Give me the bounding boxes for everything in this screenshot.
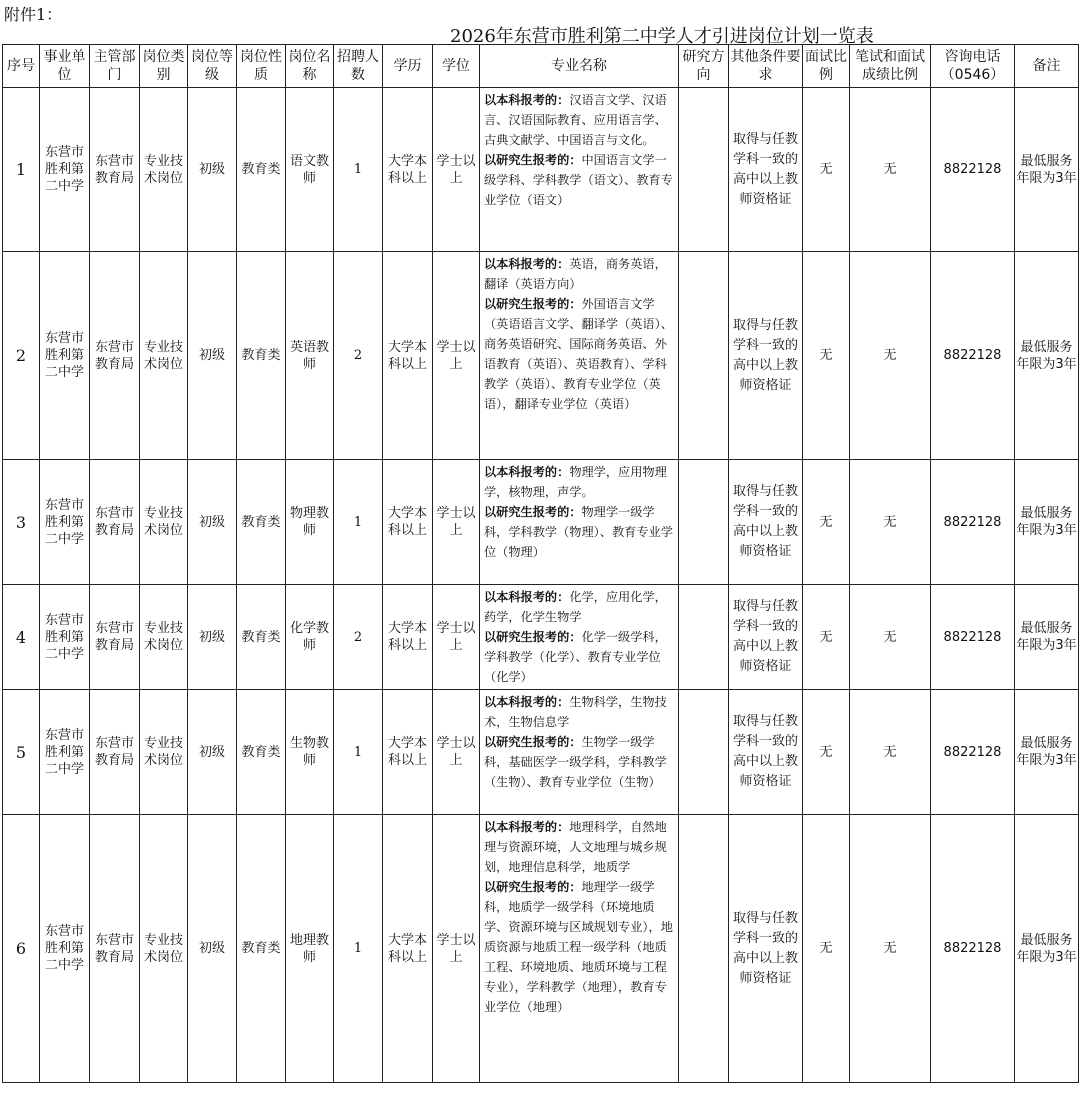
cell-nature: 教育类 bbox=[237, 252, 286, 460]
cell-score-ratio: 无 bbox=[850, 252, 931, 460]
cell-phone: 8822128 bbox=[931, 88, 1015, 252]
header-level: 岗位等级 bbox=[188, 45, 237, 88]
postgrad-label: 以研究生报考的： bbox=[484, 880, 582, 894]
cell-education: 大学本科以上 bbox=[383, 460, 433, 585]
cell-score-ratio: 无 bbox=[850, 88, 931, 252]
cell-education: 大学本科以上 bbox=[383, 88, 433, 252]
header-phone: 咨询电话（0546） bbox=[931, 45, 1015, 88]
cell-dept: 东营市教育局 bbox=[90, 252, 140, 460]
postgrad-label: 以研究生报考的： bbox=[484, 505, 582, 519]
header-remark: 备注 bbox=[1015, 45, 1079, 88]
cell-interview-ratio: 无 bbox=[803, 690, 850, 815]
cell-count: 2 bbox=[334, 585, 383, 690]
cell-dept: 东营市教育局 bbox=[90, 460, 140, 585]
cell-count: 1 bbox=[334, 690, 383, 815]
undergrad-majors: 化学，应用化学，药学，化学生物学 bbox=[484, 590, 667, 624]
cell-unit: 东营市胜利第二中学 bbox=[40, 815, 90, 1083]
table-header-row bbox=[3, 45, 1079, 88]
cell-nature: 教育类 bbox=[237, 585, 286, 690]
cell-category: 专业技术岗位 bbox=[140, 460, 188, 585]
cell-direction bbox=[679, 252, 729, 460]
cell-level: 初级 bbox=[188, 460, 237, 585]
cell-seq: 4 bbox=[3, 585, 40, 690]
cell-major bbox=[480, 460, 679, 585]
header-seq: 序号 bbox=[3, 45, 40, 88]
cell-remark: 最低服务年限为3年 bbox=[1015, 252, 1079, 460]
cell-remark: 最低服务年限为3年 bbox=[1015, 88, 1079, 252]
cell-education: 大学本科以上 bbox=[383, 815, 433, 1083]
cell-score-ratio: 无 bbox=[850, 460, 931, 585]
undergrad-label: 以本科报考的： bbox=[484, 820, 570, 834]
cell-category: 专业技术岗位 bbox=[140, 88, 188, 252]
cell-post: 地理教师 bbox=[286, 815, 334, 1083]
cell-conditions: 取得与任教学科一致的高中以上教师资格证 bbox=[729, 88, 803, 252]
cell-seq: 5 bbox=[3, 690, 40, 815]
header-major: 专业名称 bbox=[480, 45, 679, 88]
cell-category: 专业技术岗位 bbox=[140, 585, 188, 690]
postgrad-majors: 物理学一级学科，学科教学（物理）、教育专业学位（物理） bbox=[484, 505, 673, 559]
cell-phone: 8822128 bbox=[931, 585, 1015, 690]
cell-dept: 东营市教育局 bbox=[90, 815, 140, 1083]
cell-remark: 最低服务年限为3年 bbox=[1015, 690, 1079, 815]
cell-post: 化学教师 bbox=[286, 585, 334, 690]
cell-level: 初级 bbox=[188, 252, 237, 460]
undergrad-label: 以本科报考的： bbox=[484, 93, 570, 107]
cell-count: 1 bbox=[334, 460, 383, 585]
cell-nature: 教育类 bbox=[237, 88, 286, 252]
header-interview-ratio: 面试比例 bbox=[803, 45, 850, 88]
undergrad-label: 以本科报考的： bbox=[484, 695, 570, 709]
postgrad-label: 以研究生报考的： bbox=[484, 735, 582, 749]
cell-degree: 学士以上 bbox=[433, 815, 480, 1083]
undergrad-majors: 生物科学，生物技术，生物信息学 bbox=[484, 695, 667, 729]
cell-unit: 东营市胜利第二中学 bbox=[40, 585, 90, 690]
cell-remark: 最低服务年限为3年 bbox=[1015, 460, 1079, 585]
cell-direction bbox=[679, 585, 729, 690]
header-degree: 学位 bbox=[433, 45, 480, 88]
cell-post: 语文教师 bbox=[286, 88, 334, 252]
cell-major bbox=[480, 88, 679, 252]
cell-phone: 8822128 bbox=[931, 690, 1015, 815]
cell-interview-ratio: 无 bbox=[803, 585, 850, 690]
undergrad-label: 以本科报考的： bbox=[484, 465, 570, 479]
cell-level: 初级 bbox=[188, 88, 237, 252]
table-row bbox=[3, 585, 1079, 690]
cell-dept: 东营市教育局 bbox=[90, 585, 140, 690]
cell-interview-ratio: 无 bbox=[803, 815, 850, 1083]
cell-count: 1 bbox=[334, 88, 383, 252]
cell-degree: 学士以上 bbox=[433, 252, 480, 460]
undergrad-majors: 物理学，应用物理学，核物理，声学。 bbox=[484, 465, 667, 499]
cell-conditions: 取得与任教学科一致的高中以上教师资格证 bbox=[729, 460, 803, 585]
header-count: 招聘人数 bbox=[334, 45, 383, 88]
postgrad-majors: 生物学一级学科，基础医学一级学科，学科教学（生物）、教育专业学位（生物） bbox=[484, 735, 667, 789]
cell-level: 初级 bbox=[188, 585, 237, 690]
cell-dept: 东营市教育局 bbox=[90, 690, 140, 815]
cell-direction bbox=[679, 88, 729, 252]
cell-interview-ratio: 无 bbox=[803, 252, 850, 460]
cell-degree: 学士以上 bbox=[433, 88, 480, 252]
cell-count: 2 bbox=[334, 252, 383, 460]
header-conditions: 其他条件要求 bbox=[729, 45, 803, 88]
cell-seq: 1 bbox=[3, 88, 40, 252]
cell-degree: 学士以上 bbox=[433, 585, 480, 690]
postgrad-majors: 中国语言文学一级学科、学科教学（语文）、教育专业学位（语文） bbox=[484, 153, 673, 207]
cell-degree: 学士以上 bbox=[433, 690, 480, 815]
cell-seq: 6 bbox=[3, 815, 40, 1083]
cell-education: 大学本科以上 bbox=[383, 690, 433, 815]
cell-education: 大学本科以上 bbox=[383, 585, 433, 690]
cell-category: 专业技术岗位 bbox=[140, 690, 188, 815]
cell-phone: 8822128 bbox=[931, 252, 1015, 460]
cell-major bbox=[480, 252, 679, 460]
attachment-label: 附件1： bbox=[4, 5, 63, 24]
cell-interview-ratio: 无 bbox=[803, 88, 850, 252]
postgrad-label: 以研究生报考的： bbox=[484, 297, 582, 311]
cell-score-ratio: 无 bbox=[850, 815, 931, 1083]
header-nature: 岗位性质 bbox=[237, 45, 286, 88]
cell-score-ratio: 无 bbox=[850, 585, 931, 690]
cell-degree: 学士以上 bbox=[433, 460, 480, 585]
cell-direction bbox=[679, 815, 729, 1083]
document-title: 2026年东营市胜利第二中学人才引进岗位计划一览表 bbox=[450, 26, 874, 47]
header-direction: 研究方向 bbox=[679, 45, 729, 88]
cell-interview-ratio: 无 bbox=[803, 460, 850, 585]
cell-nature: 教育类 bbox=[237, 460, 286, 585]
undergrad-label: 以本科报考的： bbox=[484, 257, 570, 271]
cell-unit: 东营市胜利第二中学 bbox=[40, 88, 90, 252]
cell-post: 英语教师 bbox=[286, 252, 334, 460]
cell-count: 1 bbox=[334, 815, 383, 1083]
postgrad-majors: 地理学一级学科，地质学一级学科（环境地质学、资源环境与区域规划专业），地质资源与地质工程一级学科（地质工程、环境地质、地质环境与工程专业），学科教学（地理），教育专业学位（地理） bbox=[484, 880, 673, 1014]
header-category: 岗位类别 bbox=[140, 45, 188, 88]
cell-category: 专业技术岗位 bbox=[140, 252, 188, 460]
undergrad-label: 以本科报考的： bbox=[484, 590, 570, 604]
table-row bbox=[3, 815, 1079, 1083]
cell-remark: 最低服务年限为3年 bbox=[1015, 585, 1079, 690]
table-row bbox=[3, 460, 1079, 585]
cell-conditions: 取得与任教学科一致的高中以上教师资格证 bbox=[729, 585, 803, 690]
cell-dept: 东营市教育局 bbox=[90, 88, 140, 252]
header-education: 学历 bbox=[383, 45, 433, 88]
cell-seq: 3 bbox=[3, 460, 40, 585]
undergrad-majors: 地理科学，自然地理与资源环境，人文地理与城乡规划，地理信息科学，地质学 bbox=[484, 820, 667, 874]
cell-direction bbox=[679, 690, 729, 815]
cell-phone: 8822128 bbox=[931, 815, 1015, 1083]
table-row bbox=[3, 690, 1079, 815]
cell-major bbox=[480, 585, 679, 690]
cell-major bbox=[480, 690, 679, 815]
header-unit: 事业单位 bbox=[40, 45, 90, 88]
undergrad-majors: 汉语言文学、汉语言、汉语国际教育、应用语言学、古典文献学、中国语言与文化。 bbox=[484, 93, 667, 147]
postgrad-label: 以研究生报考的： bbox=[484, 630, 582, 644]
cell-category: 专业技术岗位 bbox=[140, 815, 188, 1083]
cell-level: 初级 bbox=[188, 690, 237, 815]
cell-remark: 最低服务年限为3年 bbox=[1015, 815, 1079, 1083]
cell-conditions: 取得与任教学科一致的高中以上教师资格证 bbox=[729, 252, 803, 460]
cell-post: 生物教师 bbox=[286, 690, 334, 815]
recruitment-plan-table bbox=[2, 44, 1079, 1083]
postgrad-label: 以研究生报考的： bbox=[484, 153, 582, 167]
cell-seq: 2 bbox=[3, 252, 40, 460]
cell-nature: 教育类 bbox=[237, 690, 286, 815]
header-score-ratio: 笔试和面试成绩比例 bbox=[850, 45, 931, 88]
cell-conditions: 取得与任教学科一致的高中以上教师资格证 bbox=[729, 690, 803, 815]
table-row bbox=[3, 88, 1079, 252]
cell-education: 大学本科以上 bbox=[383, 252, 433, 460]
cell-conditions: 取得与任教学科一致的高中以上教师资格证 bbox=[729, 815, 803, 1083]
postgrad-majors: 化学一级学科，学科教学（化学）、教育专业学位（化学） bbox=[484, 630, 667, 684]
cell-level: 初级 bbox=[188, 815, 237, 1083]
cell-unit: 东营市胜利第二中学 bbox=[40, 460, 90, 585]
header-post: 岗位名称 bbox=[286, 45, 334, 88]
cell-unit: 东营市胜利第二中学 bbox=[40, 690, 90, 815]
postgrad-majors: 外国语言文学（英语语言文学、翻译学（英语）、商务英语研究、国际商务英语、外语教育（英语）、英语教育）、学科教学（英语）、教育专业学位（英语），翻译专业学位（英语） bbox=[484, 297, 673, 411]
cell-phone: 8822128 bbox=[931, 460, 1015, 585]
cell-nature: 教育类 bbox=[237, 815, 286, 1083]
cell-direction bbox=[679, 460, 729, 585]
cell-score-ratio: 无 bbox=[850, 690, 931, 815]
table-row bbox=[3, 252, 1079, 460]
cell-major bbox=[480, 815, 679, 1083]
undergrad-majors: 英语，商务英语，翻译（英语方向） bbox=[484, 257, 667, 291]
cell-unit: 东营市胜利第二中学 bbox=[40, 252, 90, 460]
header-dept: 主管部门 bbox=[90, 45, 140, 88]
cell-post: 物理教师 bbox=[286, 460, 334, 585]
